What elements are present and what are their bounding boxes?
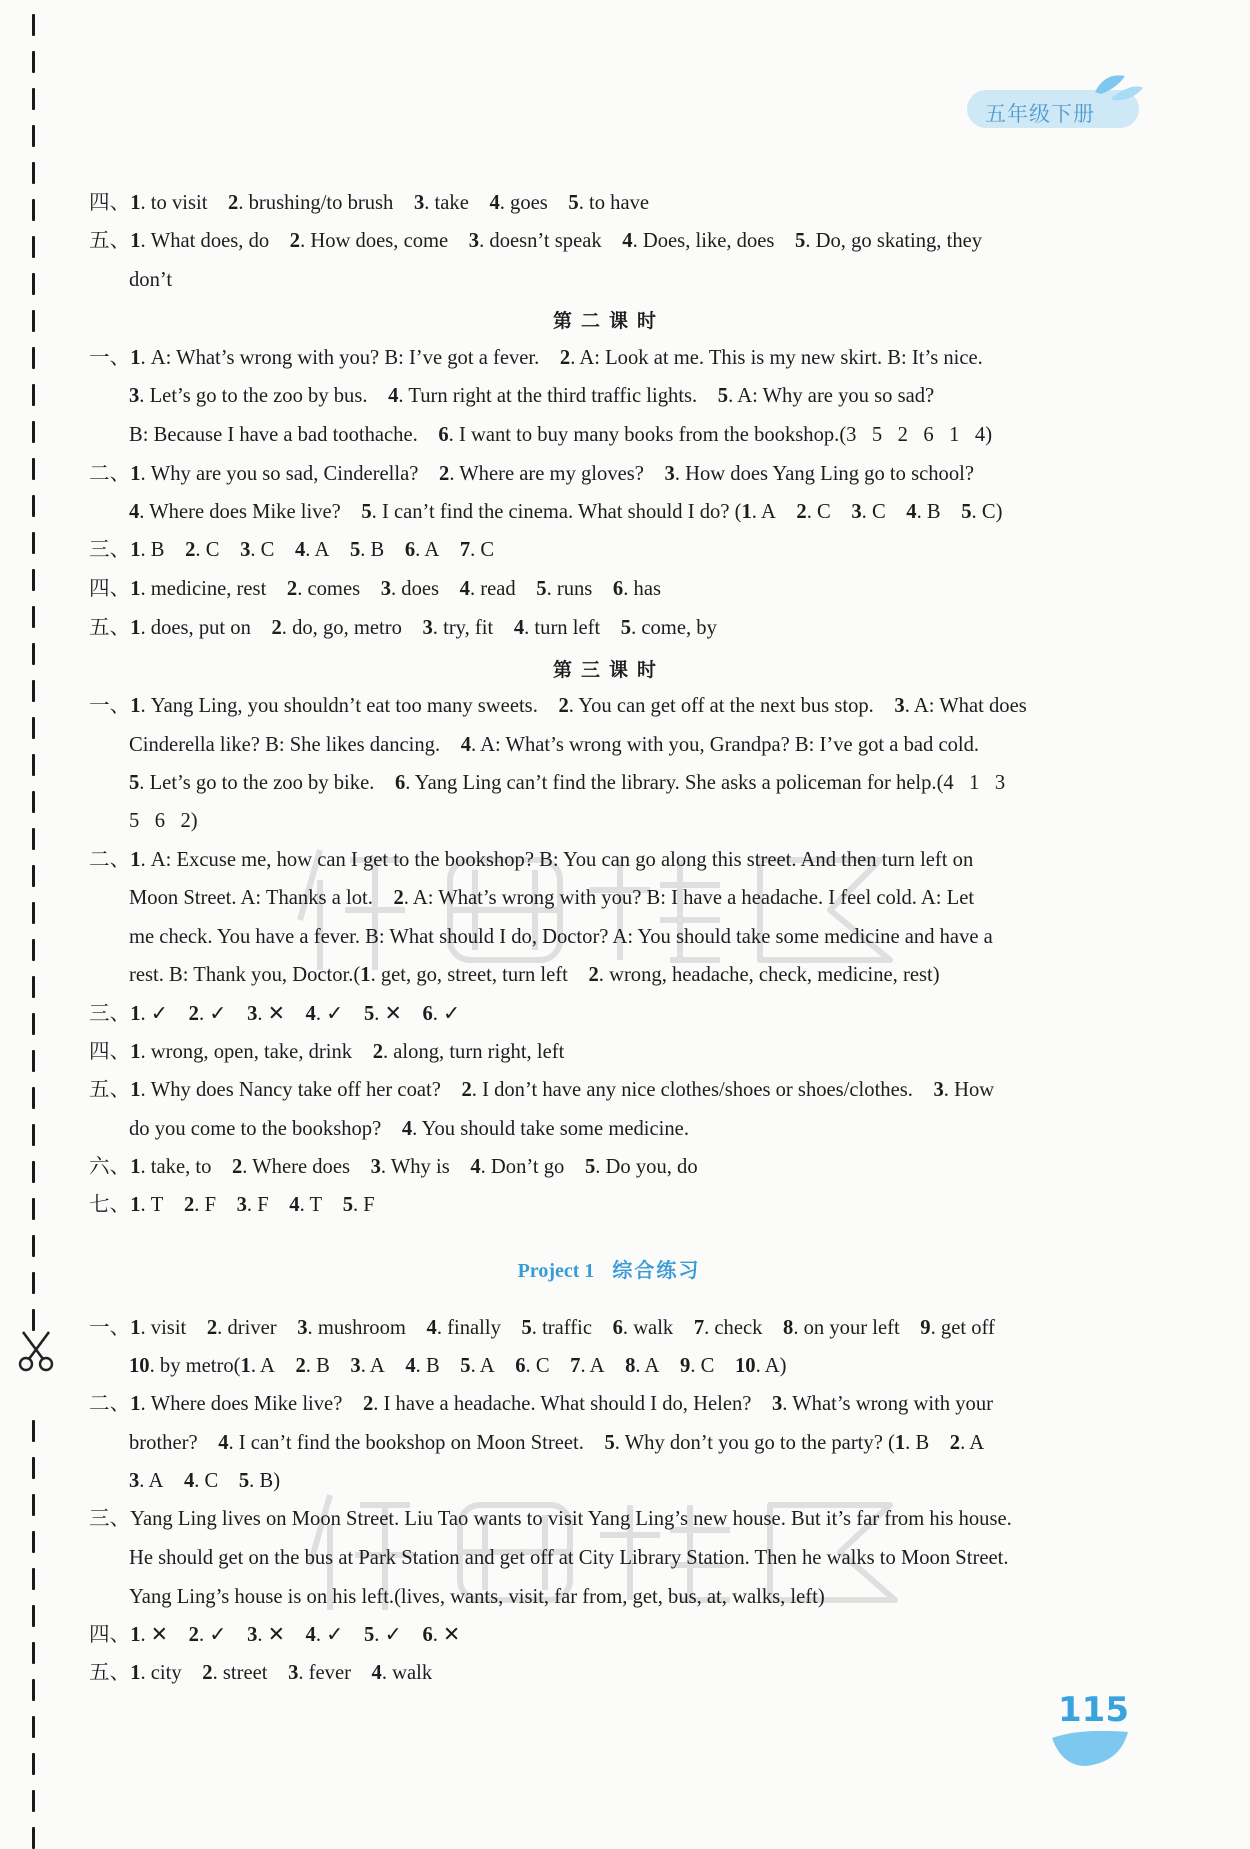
- answer-line: 五、1. Why does Nancy take off her coat? 2. I don’t have any nice clothes/shoes or shoes/clothes. 3. How: [89, 1079, 995, 1101]
- answer-line: 三、Yang Ling lives on Moon Street. Liu Tao wants to visit Yang Ling’s new house. But it’s far from his house.: [89, 1508, 1012, 1530]
- scissors-icon: [16, 1330, 58, 1374]
- answer-line: 5. Let’s go to the zoo by bike. 6. Yang Ling can’t find the library. She asks a policeman for help.(4 1 3: [129, 772, 1006, 794]
- answer-line: 一、1. A: What’s wrong with you? B: I’ve got a fever. 2. A: Look at me. This is my new skirt. B: It’s nice.: [89, 347, 983, 369]
- project-heading: [89, 1254, 1129, 1283]
- answer-line: 一、1. visit 2. driver 3. mushroom 4. finally 5. traffic 6. walk 7. check 8. on your left 9. get off: [89, 1317, 995, 1339]
- answer-line: Cinderella like? B: She likes dancing. 4. A: What’s wrong with you, Grandpa? B: I’ve got a bad cold.: [129, 734, 980, 756]
- cut-line: [30, 0, 36, 1829]
- answer-line: 3. A 4. C 5. B): [129, 1470, 281, 1492]
- answer-line: brother? 4. I can’t find the bookshop on Moon Street. 5. Why don’t you go to the party? (1. B 2. A: [129, 1432, 985, 1454]
- answer-line: 二、1. A: Excuse me, how can I get to the bookshop? B: You can go along this street. And then turn left on: [89, 849, 974, 871]
- answer-line: 四、1. to visit 2. brushing/to brush 3. take 4. goes 5. to have: [89, 192, 650, 214]
- section-heading: 第三课时: [552, 659, 665, 681]
- leaf-decoration: [1050, 1728, 1130, 1768]
- answer-line: B: Because I have a bad toothache. 6. I want to buy many books from the bookshop.(3 5 2 6 1 4): [129, 424, 993, 446]
- answer-line: 七、1. T 2. F 3. F 4. T 5. F: [89, 1194, 375, 1216]
- answer-line: 四、1. ✕ 2. ✓ 3. ✕ 4. ✓ 5. ✓ 6. ✕: [89, 1624, 461, 1646]
- answer-line: 4. Where does Mike live? 5. I can’t find the cinema. What should I do? (1. A 2. C 3. C 4. B 5. C): [129, 501, 1003, 523]
- answer-line: 二、1. Where does Mike live? 2. I have a headache. What should I do, Helen? 3. What’s wrong with your: [89, 1393, 993, 1415]
- answer-line: don’t: [129, 269, 173, 291]
- answer-line: 一、1. Yang Ling, you shouldn’t eat too many sweets. 2. You can get off at the next bus stop. 3. A: What does: [89, 695, 1027, 717]
- project-subtitle: 综合练习: [612, 1258, 701, 1282]
- answer-line: me check. You have a fever. B: What should I do, Doctor? A: You should take some medicine and have a: [129, 926, 993, 948]
- grade-badge: 五年级下册: [985, 102, 1095, 126]
- project-title: Project 1: [517, 1260, 595, 1282]
- answer-line: 三、1. ✓ 2. ✓ 3. ✕ 4. ✓ 5. ✕ 6. ✓: [89, 1003, 461, 1025]
- answer-line: 三、1. B 2. C 3. C 4. A 5. B 6. A 7. C: [89, 539, 495, 561]
- answer-line: 5 6 2): [129, 810, 198, 832]
- answer-line: 3. Let’s go to the zoo by bus. 4. Turn right at the third traffic lights. 5. A: Why are you so sad?: [129, 385, 935, 407]
- answer-line: 四、1. wrong, open, take, drink 2. along, turn right, left: [89, 1041, 565, 1063]
- answer-line: 五、1. does, put on 2. do, go, metro 3. try, fit 4. turn left 5. come, by: [89, 617, 717, 639]
- answer-line: He should get on the bus at Park Station and get off at City Library Station. Then he walks to Moon Street.: [129, 1547, 1009, 1569]
- section-heading: 第二课时: [552, 310, 665, 332]
- answer-line: 六、1. take, to 2. Where does 3. Why is 4. Don’t go 5. Do you, do: [89, 1156, 698, 1178]
- answer-line: 五、1. city 2. street 3. fever 4. walk: [89, 1662, 433, 1684]
- answer-line: rest. B: Thank you, Doctor.(1. get, go, street, turn left 2. wrong, headache, check, medicine, rest): [129, 964, 940, 986]
- answer-line: Yang Ling’s house is on his left.(lives, wants, visit, far from, get, bus, at, walks, left): [129, 1586, 825, 1608]
- answer-line: Moon Street. A: Thanks a lot. 2. A: What’s wrong with you? B: I have a headache. I feel cold. A: Let: [129, 887, 975, 909]
- answer-line: 二、1. Why are you so sad, Cinderella? 2. Where are my gloves? 3. How does Yang Ling go to school?: [89, 463, 974, 485]
- answer-line: 五、1. What does, do 2. How does, come 3. doesn’t speak 4. Does, like, does 5. Do, go skating, they: [89, 230, 983, 252]
- answer-line: 四、1. medicine, rest 2. comes 3. does 4. read 5. runs 6. has: [89, 578, 661, 600]
- answer-line: 10. by metro(1. A 2. B 3. A 4. B 5. A 6. C 7. A 8. A 9. C 10. A): [129, 1355, 787, 1377]
- page-number: 115: [1058, 1690, 1129, 1730]
- answer-line: do you come to the bookshop? 4. You should take some medicine.: [129, 1118, 689, 1140]
